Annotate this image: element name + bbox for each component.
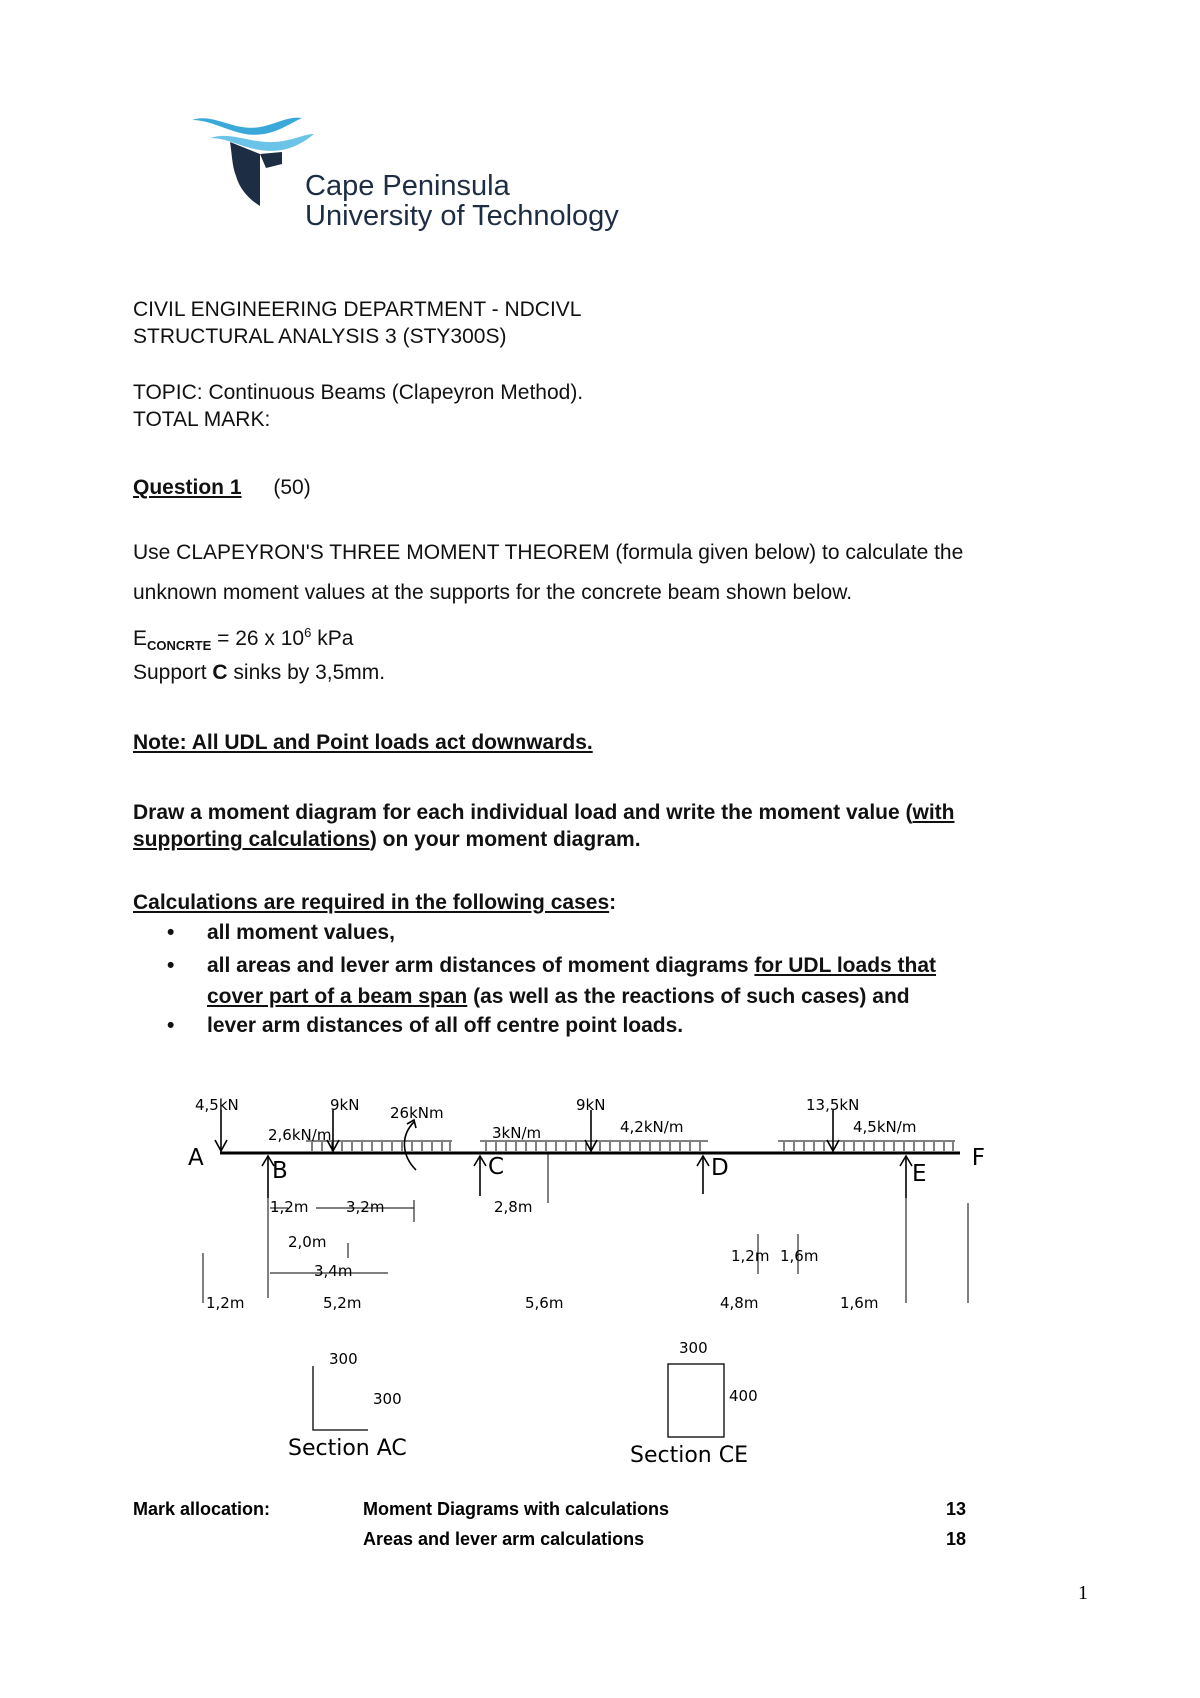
dim-label-1-6m-e: 1,6m: [780, 1247, 819, 1265]
dim-label-3-2m: 3,2m: [346, 1198, 385, 1216]
modulus-line: [133, 619, 353, 659]
page-number: 1: [1078, 1582, 1088, 1604]
load-label-26knm: 26kNm: [390, 1104, 444, 1122]
span-label-cd: 5,6m: [525, 1294, 564, 1312]
calc-heading: [133, 889, 616, 916]
mark-row-2-text: Areas and lever arm calculations: [363, 1529, 645, 1549]
load-label-9kn-b: 9kN: [330, 1096, 360, 1114]
draw-text-2: ) on your moment diagram.: [369, 828, 641, 851]
bullet-2-underline-1: for UDL loads that: [754, 954, 937, 977]
note-line: Note: All UDL and Point loads act downwards.: [133, 731, 593, 754]
bullet-2-pre: all areas and lever arm distances of moment diagrams: [207, 954, 755, 977]
section-ce-outline: [668, 1364, 724, 1437]
support-arrows: [262, 1156, 912, 1198]
draw-underline-2: supporting calculations: [133, 828, 370, 851]
support-label: C: [212, 661, 228, 684]
load-label-2-6kn-m: 2,6kN/m: [268, 1126, 332, 1144]
section-ce: [630, 1339, 758, 1468]
mark-row-1-text: Moment Diagrams with calculations: [363, 1499, 670, 1519]
section-ac: [288, 1350, 407, 1461]
section-ac-title: Section AC: [288, 1436, 407, 1461]
dimension-lines: [203, 1153, 968, 1303]
dim-label-3-4m: 3,4m: [314, 1262, 353, 1280]
calc-heading-colon: :: [609, 891, 617, 914]
section-ac-width: 300: [329, 1350, 358, 1368]
load-label-4-5kn: 4,5kN: [195, 1096, 239, 1114]
support-label-d: D: [711, 1155, 729, 1181]
mark-allocation-label: Mark allocation:: [133, 1499, 271, 1519]
question-title: Question 1: [133, 476, 242, 499]
support-post: sinks by 3,5mm.: [227, 661, 386, 684]
beam-diagram-svg: [188, 1078, 988, 1498]
dim-label-1-2m-e: 1,2m: [731, 1247, 770, 1265]
question-heading: [133, 474, 311, 501]
instruction-line-2: unknown moment values at the supports for the concrete beam shown below.: [133, 581, 853, 604]
mark-row-2-value: 18: [946, 1529, 967, 1549]
calc-cases-list: [133, 919, 1093, 1043]
support-label-e: E: [912, 1161, 927, 1187]
beam-diagram: [188, 1078, 988, 1498]
section-ac-outline: [313, 1366, 368, 1430]
total-mark-line: TOTAL MARK:: [133, 408, 271, 431]
list-item: [133, 919, 1093, 950]
load-label-3kn-m: 3kN/m: [492, 1124, 542, 1142]
university-logo: [190, 112, 650, 262]
calc-heading-text: Calculations are required in the following cases: [133, 891, 610, 914]
load-label-13-5kn: 13,5kN: [806, 1096, 860, 1114]
moment-arrow-icon: [404, 1122, 416, 1170]
instruction-line-1: Use CLAPEYRON'S THREE MOMENT THEOREM (formula given below) to calculate the: [133, 541, 964, 564]
udl-arrows: [306, 1141, 955, 1151]
modulus-symbol: E: [133, 627, 148, 650]
mark-row-1-value: 13: [946, 1499, 967, 1519]
modulus-unit: kPa: [311, 627, 354, 650]
support-pre: Support: [133, 661, 213, 684]
course-line: STRUCTURAL ANALYSIS 3 (STY300S): [133, 325, 507, 348]
logo-emblem-icon: [190, 112, 320, 212]
draw-text-1: Draw a moment diagram for each individual load and write the moment value (: [133, 801, 913, 824]
bullet-2-underline-2: cover part of a beam span: [207, 985, 468, 1008]
support-label-c: C: [488, 1154, 505, 1180]
span-label-de: 4,8m: [720, 1294, 759, 1312]
question-marks: (50): [273, 476, 311, 499]
section-ce-width: 300: [679, 1339, 708, 1357]
list-item: [133, 950, 1093, 1012]
dim-label-2-8m: 2,8m: [494, 1198, 533, 1216]
modulus-exponent: 6: [304, 625, 312, 640]
logo-line-2: University of Technology: [305, 200, 619, 232]
load-label-4-2kn-m: 4,2kN/m: [620, 1118, 684, 1136]
span-label-ab: 1,2m: [206, 1294, 245, 1312]
support-label-a: A: [188, 1145, 204, 1171]
dim-label-2-0m: 2,0m: [288, 1233, 327, 1251]
draw-instruction: [133, 799, 1093, 853]
logo-line-1: Cape Peninsula: [305, 170, 510, 202]
draw-underline-1: with: [912, 801, 955, 824]
dim-label-1-2m-b: 1,2m: [270, 1198, 309, 1216]
department-line: CIVIL ENGINEERING DEPARTMENT - NDCIVL: [133, 298, 582, 321]
support-sink-line: [133, 659, 385, 686]
bullet-3-text: lever arm distances of all off centre point loads.: [207, 1014, 684, 1037]
load-label-4-5kn-m: 4,5kN/m: [853, 1118, 917, 1136]
list-item: [133, 1012, 1093, 1043]
section-ce-height: 400: [729, 1387, 758, 1405]
bullet-2-post: (as well as the reactions of such cases) and: [467, 985, 910, 1008]
modulus-subscript: CONCRTE: [147, 638, 212, 654]
load-label-9kn-c: 9kN: [576, 1096, 606, 1114]
span-label-ef: 1,6m: [840, 1294, 879, 1312]
bullet-1-text: all moment values,: [207, 921, 395, 944]
support-label-b: B: [272, 1158, 288, 1184]
topic-line: TOPIC: Continuous Beams (Clapeyron Method).: [133, 381, 584, 404]
section-ac-height: 300: [373, 1390, 402, 1408]
section-ce-title: Section CE: [630, 1443, 748, 1468]
modulus-value: = 26 x 10: [211, 627, 305, 650]
span-label-bc: 5,2m: [323, 1294, 362, 1312]
support-label-f: F: [971, 1145, 985, 1171]
